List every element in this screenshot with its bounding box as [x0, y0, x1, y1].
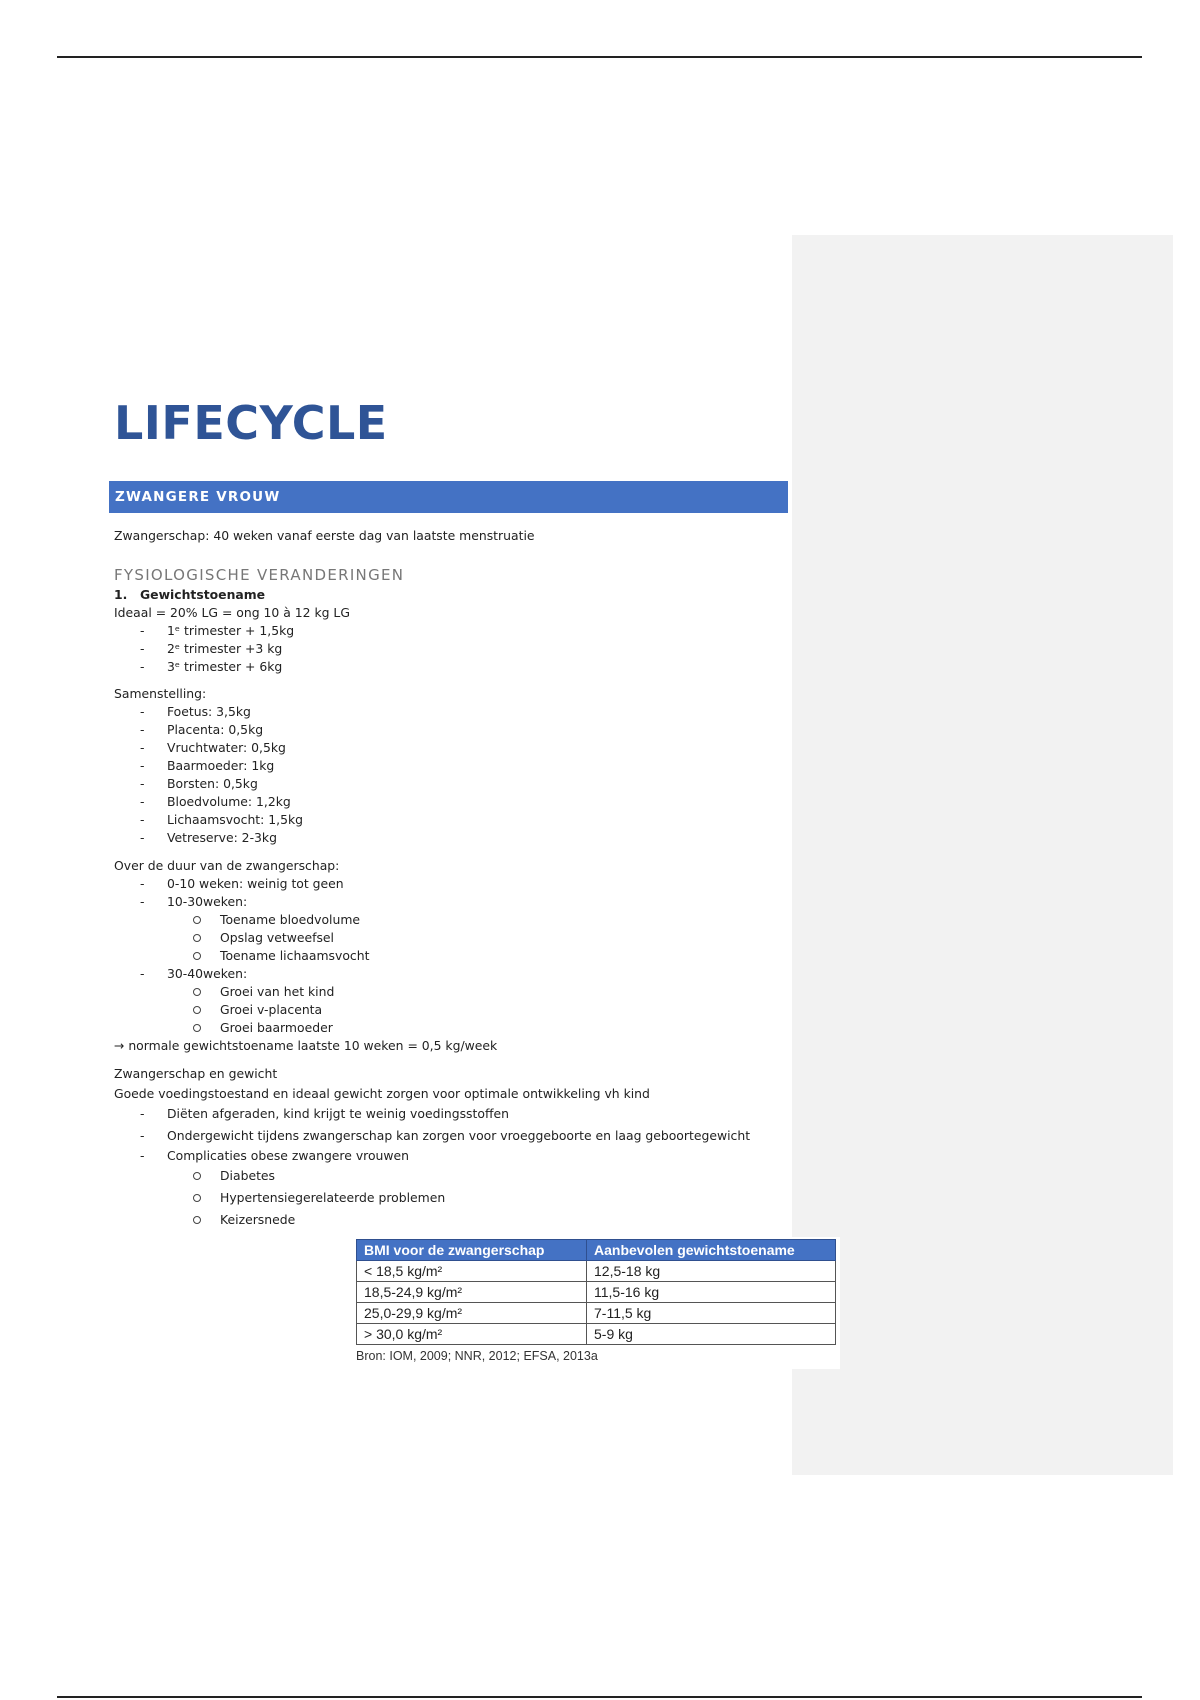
weight-point: Ondergewicht tijdens zwangerschap kan zorgen voor vroeggeboorte en laag geboortegewicht: [167, 1128, 751, 1143]
bullet-dash: -: [140, 740, 145, 755]
trimester-item: 2ᵉ trimester +3 kg: [167, 641, 283, 656]
circle-bullet-icon: [193, 1194, 201, 1202]
trimester-item: 3ᵉ trimester + 6kg: [167, 659, 283, 674]
duration-subitem: Groei van het kind: [220, 984, 335, 999]
duration-subitem: Groei v-placenta: [220, 1002, 323, 1017]
intro-text: Zwangerschap: 40 weken vanaf eerste dag van laatste menstruatie: [114, 528, 535, 543]
bullet-dash: -: [140, 623, 145, 638]
circle-bullet-icon: [193, 1024, 201, 1032]
circle-bullet-icon: [193, 916, 201, 924]
circle-bullet-icon: [193, 988, 201, 996]
complication-item: Hypertensiegerelateerde problemen: [220, 1190, 446, 1205]
bullet-dash: -: [140, 704, 145, 719]
table-source-caption: Bron: IOM, 2009; NNR, 2012; EFSA, 2013a: [356, 1349, 598, 1363]
table-cell: 7-11,5 kg: [587, 1303, 836, 1324]
table-cell: 18,5-24,9 kg/m²: [357, 1282, 587, 1303]
composition-item: Placenta: 0,5kg: [167, 722, 264, 737]
duration-subitem: Toename bloedvolume: [220, 912, 361, 927]
numbered-heading-number: 1.: [114, 587, 128, 602]
bmi-table-image: [356, 1237, 840, 1369]
bullet-dash: -: [140, 776, 145, 791]
bullet-dash: -: [140, 894, 145, 909]
bullet-dash: -: [140, 758, 145, 773]
table-cell: 11,5-16 kg: [587, 1282, 836, 1303]
duration-item: 0-10 weken: weinig tot geen: [167, 876, 344, 891]
bullet-dash: -: [140, 641, 145, 656]
bullet-dash: -: [140, 722, 145, 737]
complication-item: Keizersnede: [220, 1212, 296, 1227]
bullet-dash: -: [140, 830, 145, 845]
duration-subitem: Groei baarmoeder: [220, 1020, 333, 1035]
weight-heading: Zwangerschap en gewicht: [114, 1066, 278, 1081]
composition-item: Vruchtwater: 0,5kg: [167, 740, 286, 755]
footer-rule: [57, 1696, 1142, 1698]
bullet-dash: -: [140, 966, 145, 981]
section-heading-bar: ZWANGERE VROUW: [109, 481, 788, 513]
table-cell: 12,5-18 kg: [587, 1261, 836, 1282]
column-header: Aanbevolen gewichtstoename: [587, 1240, 836, 1261]
composition-item: Bloedvolume: 1,2kg: [167, 794, 291, 809]
circle-bullet-icon: [193, 1006, 201, 1014]
arrow-conclusion: → normale gewichtstoename laatste 10 weken = 0,5 kg/week: [114, 1038, 498, 1053]
bullet-dash: -: [140, 794, 145, 809]
composition-item: Baarmoeder: 1kg: [167, 758, 275, 773]
table-cell: > 30,0 kg/m²: [357, 1324, 587, 1345]
ideal-text: Ideaal = 20% LG = ong 10 à 12 kg LG: [114, 605, 350, 620]
duration-subitem: Toename lichaamsvocht: [220, 948, 370, 963]
composition-item: Foetus: 3,5kg: [167, 704, 251, 719]
weight-point: Complicaties obese zwangere vrouwen: [167, 1148, 410, 1163]
duration-item: 10-30weken:: [167, 894, 248, 909]
composition-item: Vetreserve: 2-3kg: [167, 830, 277, 845]
weight-point: Diëten afgeraden, kind krijgt te weinig voedingsstoffen: [167, 1106, 509, 1121]
bullet-dash: -: [140, 1148, 145, 1163]
page-title: LIFECYCLE: [114, 396, 388, 450]
table-row: [357, 1261, 836, 1282]
bmi-table: [356, 1239, 836, 1345]
bullet-dash: -: [140, 876, 145, 891]
bullet-dash: -: [140, 812, 145, 827]
column-header: BMI voor de zwangerschap: [357, 1240, 587, 1261]
circle-bullet-icon: [193, 952, 201, 960]
duration-subitem: Opslag vetweefsel: [220, 930, 334, 945]
complication-item: Diabetes: [220, 1168, 276, 1183]
duration-label: Over de duur van de zwangerschap:: [114, 858, 340, 873]
table-row: [357, 1303, 836, 1324]
table-row: [357, 1282, 836, 1303]
composition-item: Borsten: 0,5kg: [167, 776, 258, 791]
weight-intro: Goede voedingstoestand en ideaal gewicht zorgen voor optimale ontwikkeling vh kind: [114, 1086, 650, 1101]
table-cell: 25,0-29,9 kg/m²: [357, 1303, 587, 1324]
composition-label: Samenstelling:: [114, 686, 207, 701]
table-cell: 5-9 kg: [587, 1324, 836, 1345]
table-cell: < 18,5 kg/m²: [357, 1261, 587, 1282]
bullet-dash: -: [140, 1128, 145, 1143]
trimester-item: 1ᵉ trimester + 1,5kg: [167, 623, 295, 638]
duration-item: 30-40weken:: [167, 966, 248, 981]
circle-bullet-icon: [193, 1172, 201, 1180]
header-rule: [57, 56, 1142, 58]
table-row: [357, 1324, 836, 1345]
numbered-heading-label: Gewichtstoename: [140, 587, 266, 602]
circle-bullet-icon: [193, 934, 201, 942]
table-header-row: [357, 1240, 836, 1261]
bullet-dash: -: [140, 659, 145, 674]
bullet-dash: -: [140, 1106, 145, 1121]
circle-bullet-icon: [193, 1216, 201, 1224]
comment-margin-panel: [792, 235, 1173, 1475]
subheading: FYSIOLOGISCHE VERANDERINGEN: [114, 566, 405, 584]
composition-item: Lichaamsvocht: 1,5kg: [167, 812, 304, 827]
